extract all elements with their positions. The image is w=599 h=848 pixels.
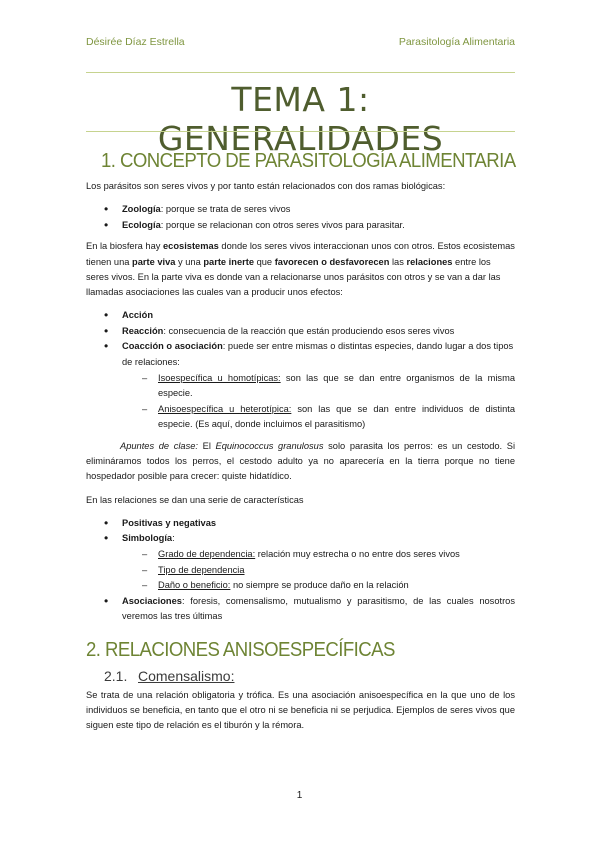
list-item: – Isoespecífica u homotípicas: son las que se dan entre organismos de la misma especie. bbox=[122, 371, 515, 402]
list-item: • Acción bbox=[86, 308, 515, 324]
list-item: – Grado de dependencia: relación muy estrecha o no entre dos seres vivos bbox=[122, 547, 515, 563]
list-item: • Reacción: consecuencia de la reacción que están produciendo esos seres vivos bbox=[86, 324, 515, 340]
relation-types-list bbox=[122, 371, 515, 433]
branches-list bbox=[86, 202, 515, 233]
list-item: • Coacción o asociación: puede ser entre mismas o distintas especies, dando lugar a dos tipos de relaciones: – Isoespecífica u homotípicas: son las que se dan entre organismos de la misma especie. – Anisoespecífica u heterotípica: son las que se dan entre individuos de distinta especie. (Es aquí, donde incluimos el parasitismo) bbox=[86, 339, 515, 433]
effects-list bbox=[86, 308, 515, 433]
term: Zoología bbox=[122, 204, 161, 215]
page-header bbox=[86, 36, 515, 54]
page-body bbox=[86, 150, 515, 742]
list-item: – Anisoespecífica u heterotípica: son las que se dan entre individuos de distinta especie. (Es aquí, donde incluimos el parasitismo) bbox=[122, 402, 515, 433]
document-title: TEMA 1: GENERALIDADES bbox=[157, 80, 444, 158]
page-number: 1 bbox=[296, 790, 303, 801]
symbology-list bbox=[122, 547, 515, 594]
class-note-paragraph: Apuntes de clase: El Equinococcus granulosus solo parasita los perros: es un cestodo. Si elimináramos todos los perros, el cestodo adulto ya no aparecería en la tierra porque no tiene hospedador posible para crecer: quiste hidatídico. bbox=[86, 440, 516, 482]
subsection-2-1-heading: 2.1. Comensalismo: bbox=[104, 667, 235, 684]
list-item: • Ecología: porque se relacionan con otros seres vivos para parasitar. bbox=[86, 218, 515, 234]
section-1-intro: Los parásitos son seres vivos y por tanto están relacionados con dos ramas biológicas: bbox=[86, 181, 446, 191]
list-item: • Simbología: – Grado de dependencia: relación muy estrecha o no entre dos seres vivos – Tipo de dependencia – Daño o beneficio: no siempre se produce daño en la relación bbox=[86, 531, 515, 593]
header-subject: Parasitología Alimentaria bbox=[398, 36, 515, 48]
section-2-heading: 2. RELACIONES ANISOESPECÍFICAS bbox=[86, 638, 395, 661]
list-item: • Positivas y negativas bbox=[86, 516, 515, 532]
list-item: – Daño o beneficio: no siempre se produce daño en la relación bbox=[122, 578, 515, 594]
characteristics-list bbox=[86, 516, 515, 625]
list-item: – Tipo de dependencia bbox=[122, 563, 515, 579]
section-1-heading: 1. CONCEPTO DE PARASITOLOGÍA ALIMENTARIA bbox=[101, 150, 516, 172]
ecosystem-paragraph: En la biosfera hay ecosistemas donde los seres vivos interaccionan unos con otros. Estos ecosistemas tienen una parte viva y una parte inerte que favorecen o desfavorecen las relaciones entre los seres vivos. En la parte viva es donde van a relacionarse unos parásitos con otros y se van a dar las llamadas asociaciones las cuales van a producir unos efectos: bbox=[86, 241, 515, 297]
list-item: • Asociaciones: foresis, comensalismo, mutualismo y parasitismo, de las cuales nosotros veremos las tres últimas bbox=[86, 594, 515, 625]
term: Ecología bbox=[122, 219, 161, 230]
relations-intro: En las relaciones se dan una serie de características bbox=[86, 494, 304, 505]
header-author: Désirée Díaz Estrella bbox=[86, 36, 185, 48]
commensalism-paragraph: Se trata de una relación obligatoria y trófica. Es una asociación anisoespecífica en la que uno de los individuos se beneficia, en tanto que el otro ni se beneficia ni se perjudica. Ejemplos de seres vivos que siguen este tipo de relación es el tiburón y la rémora. bbox=[86, 689, 515, 731]
title-top-rule bbox=[86, 72, 515, 73]
title-bottom-rule bbox=[86, 131, 515, 132]
list-item: • Zoología: porque se trata de seres vivos bbox=[86, 202, 515, 218]
